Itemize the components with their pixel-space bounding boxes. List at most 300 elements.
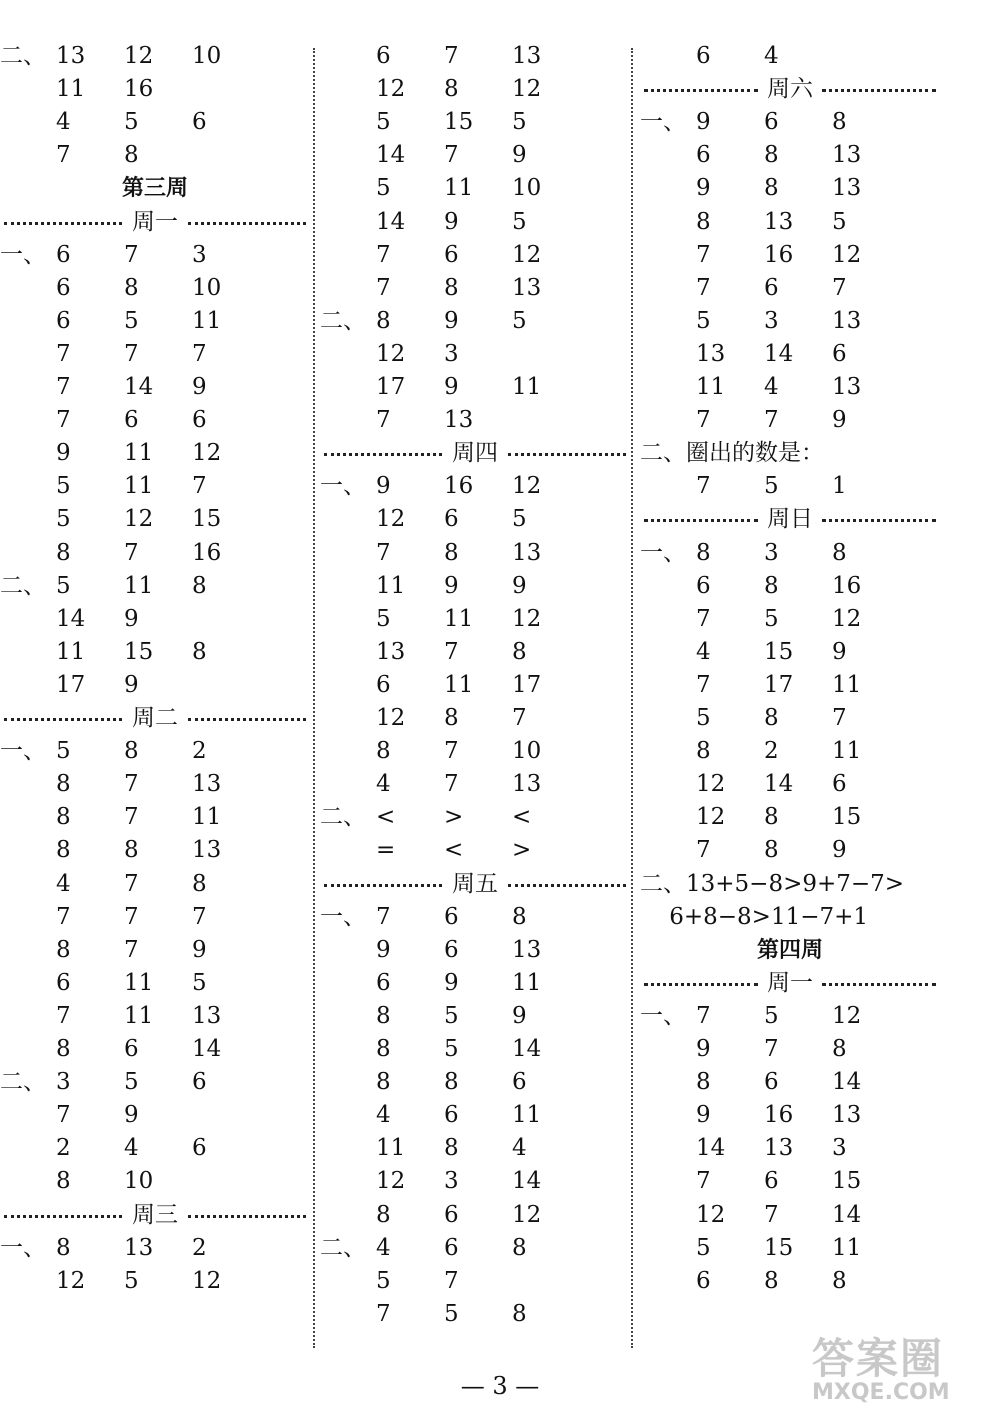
answer-row — [0, 470, 310, 503]
dotted-rule — [324, 453, 442, 456]
answer-value: 6 — [512, 1069, 527, 1096]
watermark-logo — [812, 1326, 950, 1405]
answer-value: 7 — [192, 340, 207, 367]
answer-value: 12 — [192, 440, 222, 467]
answer-row — [320, 1298, 630, 1331]
answer-row — [0, 1132, 310, 1165]
answer-row — [0, 73, 310, 106]
answer-row — [320, 470, 630, 503]
answer-value: 7 — [376, 903, 391, 930]
day-heading — [0, 206, 310, 239]
answer-value: 12 — [376, 506, 406, 533]
page-number: — 3 — — [460, 1372, 540, 1400]
answer-value: 7 — [444, 142, 459, 169]
answer-value: 6 — [444, 1201, 459, 1228]
answer-value: 11 — [832, 1234, 862, 1261]
answer-value: 5 — [124, 307, 139, 334]
answer-row — [0, 305, 310, 338]
answer-row — [640, 272, 940, 305]
answer-value: 9 — [444, 374, 459, 400]
answer-value: 9 — [376, 936, 391, 963]
answer-row — [320, 1199, 630, 1232]
answer-value: 7 — [124, 539, 139, 566]
answer-value: 16 — [832, 572, 862, 599]
dotted-rule — [188, 1215, 306, 1218]
answer-value: 3 — [764, 307, 779, 334]
answer-value: 7 — [376, 407, 391, 434]
answer-row — [0, 437, 310, 470]
answer-value: 2 — [56, 1135, 71, 1162]
answer-value: = — [376, 837, 396, 864]
dotted-rule — [822, 89, 936, 92]
answer-value: 8 — [444, 274, 459, 301]
answer-row — [320, 371, 630, 404]
answer-row — [640, 603, 940, 636]
answer-row — [0, 272, 310, 305]
answer-value: 7 — [696, 407, 711, 434]
answer-value: 4 — [376, 1234, 391, 1261]
week-heading: 第三周 — [121, 176, 188, 202]
answer-value: 7 — [444, 638, 459, 665]
answer-value: 14 — [192, 1036, 222, 1062]
answer-value: 8 — [832, 1267, 847, 1294]
answer-value: 9 — [376, 473, 391, 500]
answer-value: 12 — [512, 473, 542, 500]
answer-value: 12 — [124, 43, 154, 69]
question-number: 一、 — [640, 539, 686, 566]
dotted-rule — [644, 519, 758, 522]
answer-value: 9 — [512, 142, 527, 169]
answer-value: 16 — [764, 1102, 794, 1129]
answer-row — [640, 1199, 940, 1232]
answer-value: 2 — [192, 1234, 207, 1261]
answer-row — [0, 1232, 310, 1265]
answer-row — [320, 801, 630, 834]
answer-value: 5 — [192, 969, 207, 996]
question-number: 二、 — [320, 1234, 366, 1261]
answer-value: 11 — [124, 440, 154, 467]
answer-row — [0, 603, 310, 636]
answer-value: 6 — [192, 1069, 207, 1096]
answer-value: 5 — [512, 307, 527, 334]
answer-value: 7 — [124, 936, 139, 963]
day-label: 周一 — [763, 970, 817, 996]
answer-value: 10 — [124, 1168, 154, 1195]
answer-value: 7 — [764, 407, 779, 434]
answer-row — [0, 1066, 310, 1099]
answer-value: 4 — [764, 43, 779, 69]
answer-row — [0, 338, 310, 371]
answer-value: 6 — [124, 407, 139, 434]
answer-value: 8 — [764, 142, 779, 169]
answer-value: 3 — [764, 539, 779, 566]
answer-row — [320, 40, 630, 73]
answer-value: 12 — [376, 340, 406, 367]
answer-row — [640, 139, 940, 172]
day-heading — [640, 967, 940, 1000]
answer-row — [640, 206, 940, 239]
answer-value: 17 — [764, 671, 794, 698]
answer-value: 2 — [192, 738, 207, 765]
answer-value: 14 — [376, 208, 406, 235]
answer-value: 9 — [192, 374, 207, 400]
answer-value: 14 — [512, 1036, 542, 1062]
answer-row — [640, 371, 940, 404]
answer-value: 12 — [832, 605, 862, 632]
answer-value: 6 — [444, 1234, 459, 1261]
answer-value: 12 — [832, 241, 862, 268]
answer-value: 5 — [444, 1002, 459, 1029]
answer-value: 14 — [512, 1168, 542, 1195]
answer-value: 5 — [56, 572, 71, 599]
answer-value: 7 — [56, 407, 71, 434]
answer-value: 6 — [764, 109, 779, 136]
answer-value: 5 — [764, 605, 779, 632]
answer-value: 13 — [56, 43, 86, 69]
answer-value: 6 — [376, 671, 391, 698]
answer-value: 13 — [512, 43, 542, 69]
answer-value: 9 — [832, 837, 847, 864]
answer-row — [320, 1232, 630, 1265]
answer-value: 16 — [192, 539, 222, 566]
answer-value: 5 — [764, 473, 779, 500]
answer-row — [320, 272, 630, 305]
answer-value: 8 — [56, 804, 71, 831]
answer-value: 11 — [124, 1002, 154, 1029]
answer-value: 12 — [832, 1002, 862, 1029]
dotted-rule — [4, 222, 122, 225]
answer-value: 4 — [124, 1135, 139, 1162]
answer-value: 7 — [192, 473, 207, 500]
answer-value: 5 — [696, 705, 711, 731]
answer-value: 8 — [56, 1234, 71, 1261]
answer-row — [640, 172, 940, 205]
column-divider — [313, 48, 315, 1348]
answer-text — [640, 437, 940, 470]
answer-row — [320, 834, 630, 867]
question-number: 二、 — [320, 804, 366, 831]
answer-value: 8 — [764, 1267, 779, 1294]
answer-value: 9 — [696, 1036, 711, 1062]
answer-value: 8 — [376, 738, 391, 765]
answer-value: 11 — [832, 671, 862, 698]
question-number: 二、 — [0, 43, 46, 69]
answer-row — [0, 1165, 310, 1198]
answer-value: 11 — [56, 76, 86, 103]
answer-value: < — [512, 804, 532, 831]
answer-value: 7 — [376, 241, 391, 268]
answer-row — [640, 1132, 940, 1165]
answer-row — [0, 40, 310, 73]
dotted-rule — [822, 983, 936, 986]
question-number: 一、 — [640, 1002, 686, 1029]
answer-value: 8 — [376, 1002, 391, 1029]
answer-value: 7 — [56, 903, 71, 930]
answer-value: 5 — [56, 506, 71, 533]
answer-row — [320, 1265, 630, 1298]
dotted-rule — [508, 884, 626, 887]
answer-value: 15 — [764, 638, 794, 665]
answer-value: 7 — [696, 671, 711, 698]
answer-value: 5 — [444, 1300, 459, 1327]
answer-value: 4 — [376, 771, 391, 798]
answer-value: 5 — [56, 473, 71, 500]
answer-row — [320, 404, 630, 437]
week-heading: 第四周 — [756, 937, 823, 963]
dotted-rule — [508, 453, 626, 456]
answer-value: 7 — [124, 241, 139, 268]
answer-value: 15 — [192, 506, 222, 533]
answer-value: 11 — [192, 804, 222, 831]
answer-value: 11 — [444, 671, 474, 698]
day-label: 周四 — [448, 440, 502, 466]
answer-value: 8 — [444, 76, 459, 103]
day-heading — [640, 73, 940, 106]
answer-value: 7 — [56, 374, 71, 400]
answer-value: 15 — [832, 804, 862, 831]
answer-row — [640, 1232, 940, 1265]
answer-value: 8 — [192, 572, 207, 599]
answer-value: 7 — [696, 473, 711, 500]
question-number: 一、 — [0, 241, 46, 268]
answer-text — [640, 901, 940, 934]
answer-value: 8 — [832, 1036, 847, 1062]
answer-value: 7 — [764, 1201, 779, 1228]
answer-value: > — [512, 837, 532, 864]
answer-row — [320, 1000, 630, 1033]
day-label: 周一 — [128, 209, 182, 235]
dotted-rule — [188, 222, 306, 225]
answer-value: 8 — [764, 175, 779, 202]
answer-row — [320, 172, 630, 205]
answer-row — [320, 603, 630, 636]
answer-value: 11 — [192, 307, 222, 334]
answer-value: 13 — [512, 936, 542, 963]
answer-value: 13 — [512, 539, 542, 566]
answer-value: 4 — [764, 374, 779, 400]
answer-value: 6 — [444, 241, 459, 268]
answer-value: 11 — [512, 374, 542, 400]
answer-value: 14 — [764, 771, 794, 798]
answer-value: 11 — [444, 605, 474, 632]
answer-value: 13 — [832, 374, 862, 400]
answer-row — [640, 1099, 940, 1132]
answer-value: 1 — [832, 473, 847, 500]
answer-value: 11 — [512, 1102, 542, 1129]
answer-value: 9 — [512, 572, 527, 599]
answer-value: 7 — [192, 903, 207, 930]
answer-value: 13 — [376, 638, 406, 665]
answer-value: 13 — [764, 208, 794, 235]
answer-row — [0, 570, 310, 603]
answer-value: 6 — [192, 109, 207, 136]
question-number: 一、 — [0, 738, 46, 765]
answer-value: 8 — [512, 1234, 527, 1261]
answer-row — [0, 967, 310, 1000]
answer-row — [0, 934, 310, 967]
answer-value: 5 — [376, 605, 391, 632]
answer-value: 13 — [832, 307, 862, 334]
answer-value: 7 — [124, 870, 139, 897]
answer-row — [320, 967, 630, 1000]
answer-value: 12 — [696, 804, 726, 831]
answer-value: 8 — [832, 109, 847, 136]
answer-value: 8 — [832, 539, 847, 566]
answer-value: 6 — [56, 969, 71, 996]
answer-row — [0, 1265, 310, 1298]
answer-row — [320, 139, 630, 172]
answer-value: 8 — [696, 539, 711, 566]
answer-value: 9 — [192, 936, 207, 963]
answer-value: 6 — [192, 1135, 207, 1162]
answer-row — [640, 338, 940, 371]
answer-row — [0, 503, 310, 536]
answer-value: 11 — [376, 1135, 406, 1162]
answer-value: 13 — [192, 837, 222, 864]
dotted-rule — [822, 519, 936, 522]
answer-value: 9 — [124, 671, 139, 698]
answer-value: 9 — [832, 638, 847, 665]
answer-value: 8 — [444, 539, 459, 566]
answer-value: 12 — [512, 241, 542, 268]
answer-row — [640, 470, 940, 503]
answer-value: 8 — [376, 1201, 391, 1228]
answer-value: 5 — [376, 1267, 391, 1294]
answer-row — [320, 669, 630, 702]
answer-row — [640, 1165, 940, 1198]
answer-value: 14 — [696, 1135, 726, 1162]
answer-value: 9 — [512, 1002, 527, 1029]
answer-value: 7 — [696, 837, 711, 864]
answer-value: 9 — [124, 1102, 139, 1129]
answer-value: 12 — [124, 506, 154, 533]
day-label: 周六 — [763, 76, 817, 102]
answer-value: 7 — [124, 804, 139, 831]
answer-value: 3 — [444, 340, 459, 367]
answer-value: 5 — [512, 109, 527, 136]
question-number: 一、 — [320, 473, 366, 500]
answer-value: 6 — [56, 307, 71, 334]
answer-text — [640, 868, 940, 901]
question-number: 一、 — [320, 903, 366, 930]
answer-row — [640, 702, 940, 735]
answer-value: 9 — [832, 407, 847, 434]
answer-value: 6 — [444, 903, 459, 930]
answer-row — [640, 768, 940, 801]
answer-value: 7 — [56, 142, 71, 169]
answer-value: 7 — [696, 241, 711, 268]
answer-value: 5 — [376, 109, 391, 136]
answer-row — [0, 1000, 310, 1033]
answer-value: 5 — [444, 1036, 459, 1062]
answer-value: 8 — [444, 1069, 459, 1096]
answer-value: 8 — [512, 1300, 527, 1327]
day-heading — [320, 437, 630, 470]
answer-value: 8 — [124, 142, 139, 169]
answer-value: 11 — [444, 175, 474, 202]
day-heading — [0, 702, 310, 735]
answer-value: 6 — [376, 969, 391, 996]
watermark-url: MXQE.COM — [812, 1380, 950, 1405]
answer-value: 4 — [376, 1102, 391, 1129]
answer-value: 9 — [696, 1102, 711, 1129]
answer-value: 8 — [56, 837, 71, 864]
answer-value: 11 — [124, 969, 154, 996]
answer-value: 6 — [764, 1069, 779, 1096]
answer-value: 4 — [512, 1135, 527, 1162]
answer-row — [0, 139, 310, 172]
answer-value: 6 — [56, 241, 71, 268]
answer-value: 8 — [764, 705, 779, 731]
answer-value: 7 — [376, 274, 391, 301]
answer-value: 15 — [444, 109, 474, 136]
answer-value: 8 — [56, 539, 71, 566]
answer-value: 10 — [192, 43, 222, 69]
answer-value: 5 — [124, 109, 139, 136]
answer-value: 8 — [56, 771, 71, 798]
answer-value: 13 — [512, 771, 542, 798]
answer-row — [0, 669, 310, 702]
answer-value: 12 — [696, 1201, 726, 1228]
answer-row — [320, 73, 630, 106]
answer-value: 7 — [444, 43, 459, 69]
answer-row — [0, 768, 310, 801]
question-number: 二、 — [0, 572, 46, 599]
day-label: 周三 — [128, 1202, 182, 1228]
question-number: 二、 — [320, 307, 366, 334]
answer-value: 15 — [832, 1168, 862, 1195]
answer-value: 8 — [696, 1069, 711, 1096]
dotted-rule — [4, 1215, 122, 1218]
answer-row — [640, 1033, 940, 1066]
answer-value: 8 — [56, 1168, 71, 1195]
answer-value: 13 — [124, 1234, 154, 1261]
answer-row — [0, 239, 310, 272]
answer-row — [320, 934, 630, 967]
answer-value: 13 — [832, 142, 862, 169]
answer-value: 8 — [124, 837, 139, 864]
answer-value: 13 — [832, 1102, 862, 1129]
answer-value: 7 — [124, 340, 139, 367]
answer-row — [0, 868, 310, 901]
answer-row — [640, 404, 940, 437]
answer-value: 9 — [444, 307, 459, 334]
answer-value: 11 — [124, 572, 154, 599]
answer-value: 16 — [444, 473, 474, 500]
answer-value: 13 — [832, 175, 862, 202]
answer-value: 10 — [192, 274, 222, 301]
answer-value: 9 — [696, 175, 711, 202]
answer-value: 7 — [512, 705, 527, 731]
answer-value: 12 — [376, 76, 406, 103]
answer-row — [640, 669, 940, 702]
answer-row — [320, 636, 630, 669]
answer-value: 12 — [512, 605, 542, 632]
watermark-text: 答案圈 — [812, 1334, 945, 1383]
answer-value: 14 — [376, 142, 406, 169]
answer-value: 13 — [764, 1135, 794, 1162]
answer-value: 10 — [512, 738, 542, 765]
answer-value: 9 — [124, 605, 139, 632]
day-heading — [320, 868, 630, 901]
answer-row — [640, 801, 940, 834]
column-divider — [631, 48, 633, 1348]
answer-value: 7 — [696, 274, 711, 301]
answer-value: 6 — [444, 506, 459, 533]
answer-value: 8 — [192, 870, 207, 897]
answer-value: 14 — [764, 340, 794, 367]
answer-value: 7 — [696, 605, 711, 632]
